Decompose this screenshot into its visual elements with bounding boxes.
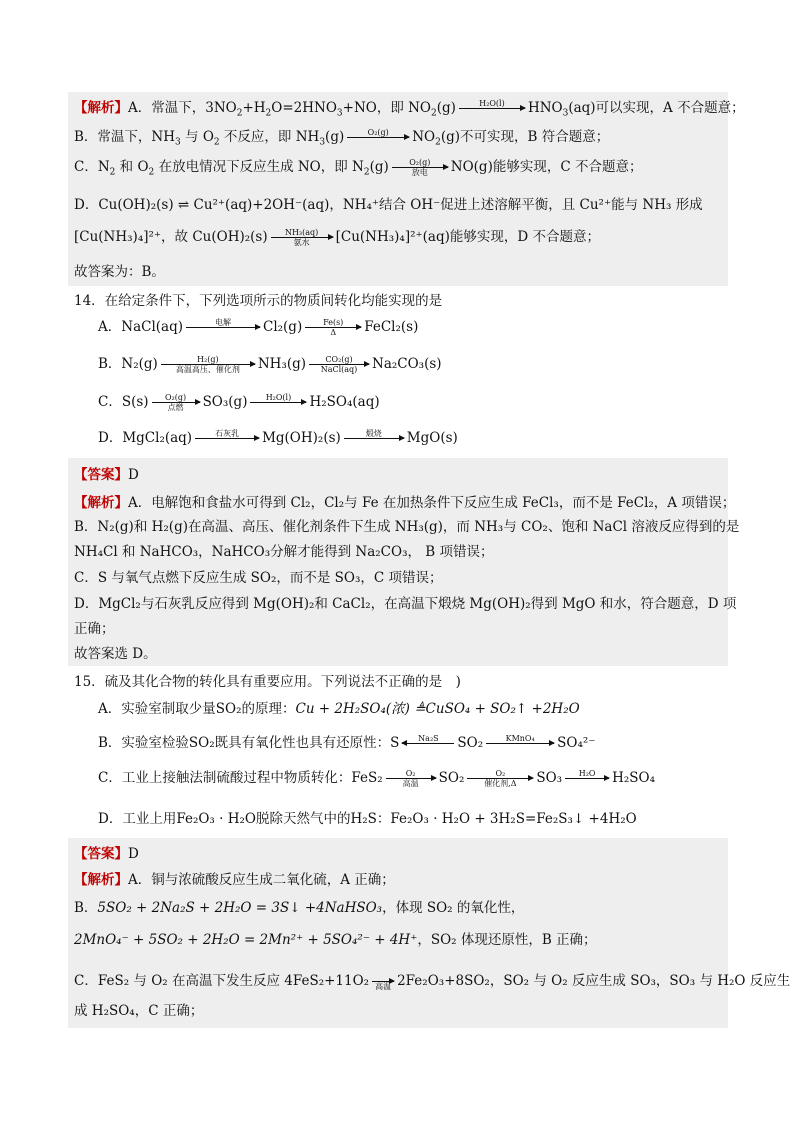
reaction-arrow: O₂(g) 点燃 (152, 393, 200, 412)
reaction-arrow: H₂O(l) (459, 99, 525, 118)
q14-analysis-1: 【解析】A．电解饱和食盐水可得到 Cl₂，Cl₂与 Fe 在加热条件下反应生成 FeCl₃，而不是 FeCl₂，A 项错误； (74, 495, 736, 511)
q14-stem: 14．在给定条件下，下列选项所示的物质间转化均能实现的是 (74, 293, 443, 309)
reaction-arrow: O₂ 催化剂,Δ (467, 769, 533, 788)
q14-option-b: B．N₂(g) H₂(g) 高温高压、催化剂 NH₃(g) CO₂(g) NaCl(aq) Na₂CO₃(s) (98, 355, 442, 374)
q13-line-a: 【解析】A．常温下，$3NO_2+H_2O=2HNO_3+NO$，即 $NO_2(g)$ H₂O(l) $HNO_3(aq)$可以实现，A 不合题意； (74, 99, 745, 119)
analysis-tag: 【解析】 (74, 100, 128, 116)
q14-analysis-2: B．N₂(g)和 H₂(g)在高温、高压、催化剂条件下生成 NH₃(g)，而 NH₃与 CO₂、饱和 NaCl 溶液反应得到的是 (74, 519, 740, 535)
q15-analysis-b2: 2MnO₄⁻ + 5SO₂ + 2H₂O = 2Mn²⁺ + 5SO₄²⁻ + 4H⁺，SO₂ 体现还原性，B 正确； (74, 932, 597, 948)
q13-line-c: C．$N_2$ 和 $O_2$ 在放电情况下反应生成 NO，即 $N_2(g)$ O₂(g) 放电 NO(g)能够实现，C 不合题意； (74, 158, 643, 178)
reaction-arrow: KMnO₄ (486, 734, 554, 753)
reaction-arrow: H₂(g) 高温高压、催化剂 (161, 355, 255, 374)
reaction-arrow: O₂(g) 放电 (392, 158, 448, 177)
q15-answer (74, 845, 139, 863)
reaction-equals: 高温 (372, 972, 394, 991)
q14-analysis-3: NH₄Cl 和 NaHCO₃，NaHCO₃分解才能得到 Na₂CO₃， B 项错误； (74, 544, 494, 560)
q14-analysis-4: C．S 与氧气点燃下反应生成 SO₂，而不是 SO₃，C 项错误； (74, 570, 443, 586)
q15-option-a: A．实验室制取少量SO₂的原理：Cu + 2H₂SO₄(浓) ≜CuSO₄ + SO₂↑ +2H₂O (98, 701, 580, 717)
q15-stem: 15．硫及其化合物的转化具有重要应用。下列说法不正确的是 ) (74, 674, 461, 690)
q15-option-c: C．工业上接触法制硫酸过程中物质转化：FeS₂ O₂ 高温 SO₂ O₂ 催化剂,Δ SO₃ H₂O H₂SO₄ (98, 769, 656, 788)
q15-option-d: D．工业上用Fe₂O₃ · H₂O脱除天然气中的H₂S：Fe₂O₃ · H₂O + 3H₂S=Fe₂S₃↓ +4H₂O (98, 811, 637, 827)
q15-analysis-c1: C．FeS₂ 与 O₂ 在高温下发生反应 4FeS₂+11O₂ 高温 2Fe₂O₃+8SO₂，SO₂ 与 O₂ 反应生成 SO₃，SO₃ 与 H₂O 反应生 (74, 973, 791, 991)
q13-line-d2: [Cu(NH₃)₄]²⁺，故 Cu(OH)₂(s) NH₃(aq) 氨水 [Cu(NH₃)₄]²⁺(aq)能够实现，D 不合题意； (74, 228, 600, 247)
reaction-arrow: 煅烧 (344, 429, 404, 448)
q14-option-a: A．NaCl(aq) 电解 Cl₂(g) $\frac{Fe(s)}{\Delta}$ FeCl₂(s) (98, 318, 419, 337)
answer-value: D (128, 846, 139, 862)
answer-value: D (128, 467, 139, 483)
reaction-arrow: H₂O(l) (250, 393, 306, 412)
answer-tag: 【答案】 (74, 846, 128, 862)
reaction-arrow: $\frac{Fe(s)}{\Delta}$ (305, 318, 361, 337)
reaction-arrow: CO₂(g) NaCl(aq) (309, 355, 369, 374)
q13-line-b: B．常温下，$NH_3$ 与 $O_2$ 不反应，即 $NH_3(g)$ O₂(g) $NO_2(g)$不可实现，B 符合题意； (74, 128, 610, 148)
reaction-arrow: NH₃(aq) 氨水 (271, 228, 333, 247)
answer-band-q14 (68, 458, 728, 666)
q13-line-d1: D．Cu(OH)₂(s) ⇌ Cu²⁺(aq)+2OH⁻(aq)，NH₄⁺结合 OH⁻促进上述溶解平衡，且 Cu²⁺能与 NH₃ 形成 (74, 197, 703, 213)
q14-answer (74, 466, 139, 484)
q15-analysis-b1: B．5SO₂ + 2Na₂S + 2H₂O = 3S↓ +4NaHSO₃，体现 SO₂ 的氧化性， (74, 900, 525, 916)
reaction-arrow: O₂(g) (347, 128, 409, 147)
q14-analysis-6: 正确； (74, 621, 115, 637)
reaction-arrow: Na₂S (402, 734, 454, 753)
reaction-arrow: O₂ 高温 (386, 769, 436, 788)
analysis-tag: 【解析】 (74, 872, 128, 888)
q15-analysis-a: 【解析】A．铜与浓硫酸反应生成二氧化硫，A 正确； (74, 872, 395, 888)
q14-option-c: C．S(s) O₂(g) 点燃 SO₃(g) H₂O(l) H₂SO₄(aq) (98, 393, 380, 412)
q14-analysis-7: 故答案选 D。 (74, 646, 157, 662)
answer-tag: 【答案】 (74, 467, 128, 483)
q13-conclusion: 故答案为：B。 (74, 264, 165, 280)
analysis-tag: 【解析】 (74, 495, 128, 511)
q15-analysis-c2: 成 H₂SO₄，C 正确； (74, 1003, 204, 1019)
q14-analysis-5: D．MgCl₂与石灰乳反应得到 Mg(OH)₂和 CaCl₂，在高温下煅烧 Mg(OH)₂得到 MgO 和水，符合题意，D 项 (74, 596, 737, 612)
analysis-band-q13 (68, 92, 728, 286)
reaction-arrow: 石灰乳 (195, 429, 259, 448)
reaction-arrow: H₂O (565, 769, 609, 788)
q15-option-b: B．实验室检验SO₂既具有氧化性也具有还原性：S Na₂S SO₂ KMnO₄ SO₄²⁻ (98, 734, 596, 751)
reaction-arrow: 电解 (186, 318, 260, 337)
q14-option-d: D．MgCl₂(aq) 石灰乳 Mg(OH)₂(s) 煅烧 MgO(s) (98, 429, 458, 446)
